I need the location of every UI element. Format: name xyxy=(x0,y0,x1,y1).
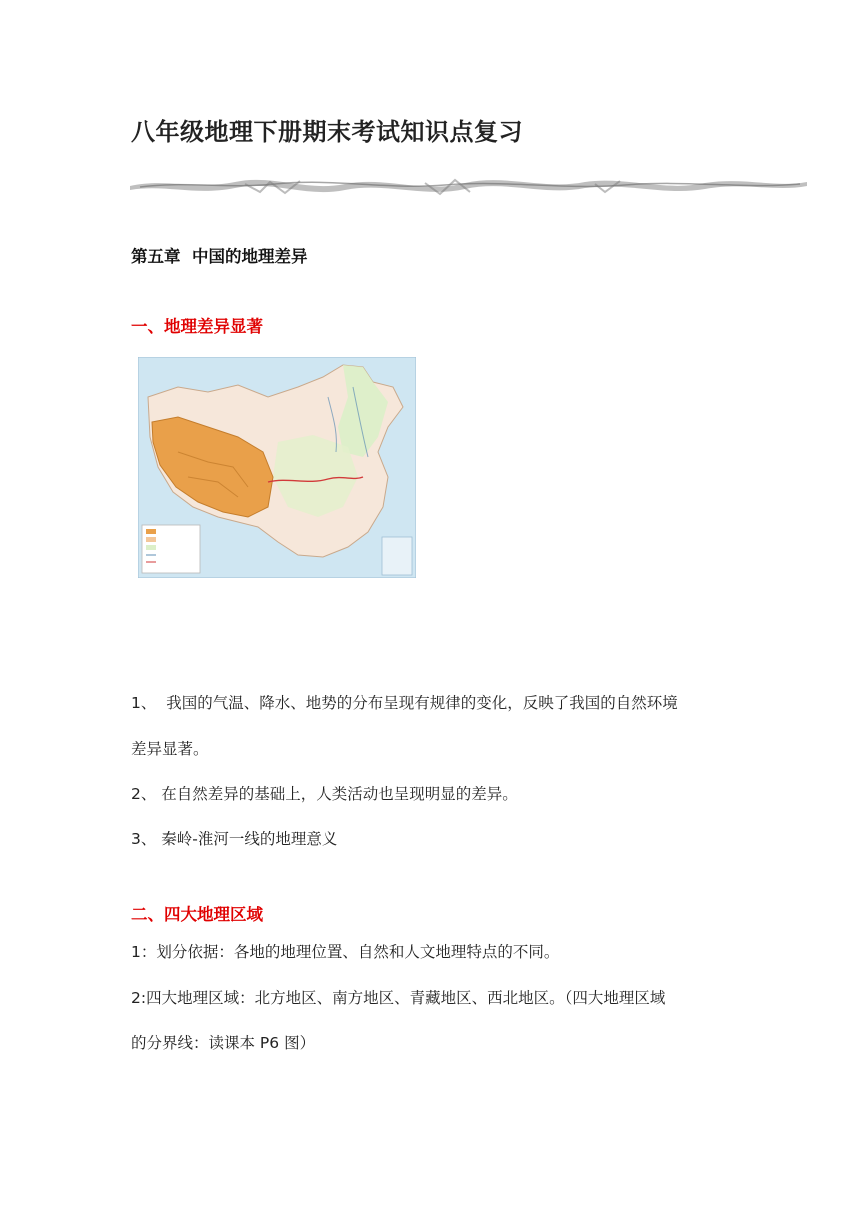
paragraph: 2、 在自然差异的基础上，人类活动也呈现明显的差异。 xyxy=(131,785,518,803)
chapter-heading: 第五章 中国的地理差异 xyxy=(131,247,308,266)
paragraph: 的分界线：读课本 P6 图） xyxy=(131,1034,316,1052)
section-heading-1: 一、地理差异显著 xyxy=(131,317,263,336)
page-title: 八年级地理下册期末考试知识点复习 xyxy=(131,118,523,146)
section-heading-2: 二、四大地理区域 xyxy=(131,905,263,924)
paragraph: 3、 秦岭-淮河一线的地理意义 xyxy=(131,830,338,848)
paragraph: 差异显著。 xyxy=(131,740,209,758)
paragraph: 2:四大地理区域：北方地区、南方地区、青藏地区、西北地区。（四大地理区域 xyxy=(131,989,666,1007)
paragraph: 1：划分依据：各地的地理位置、自然和人文地理特点的不同。 xyxy=(131,943,560,961)
paragraph: 1、 我国的气温、降水、地势的分布呈现有规律的变化，反映了我国的自然环境 xyxy=(131,694,678,712)
china-terrain-map xyxy=(138,357,416,578)
brush-divider xyxy=(125,168,810,200)
